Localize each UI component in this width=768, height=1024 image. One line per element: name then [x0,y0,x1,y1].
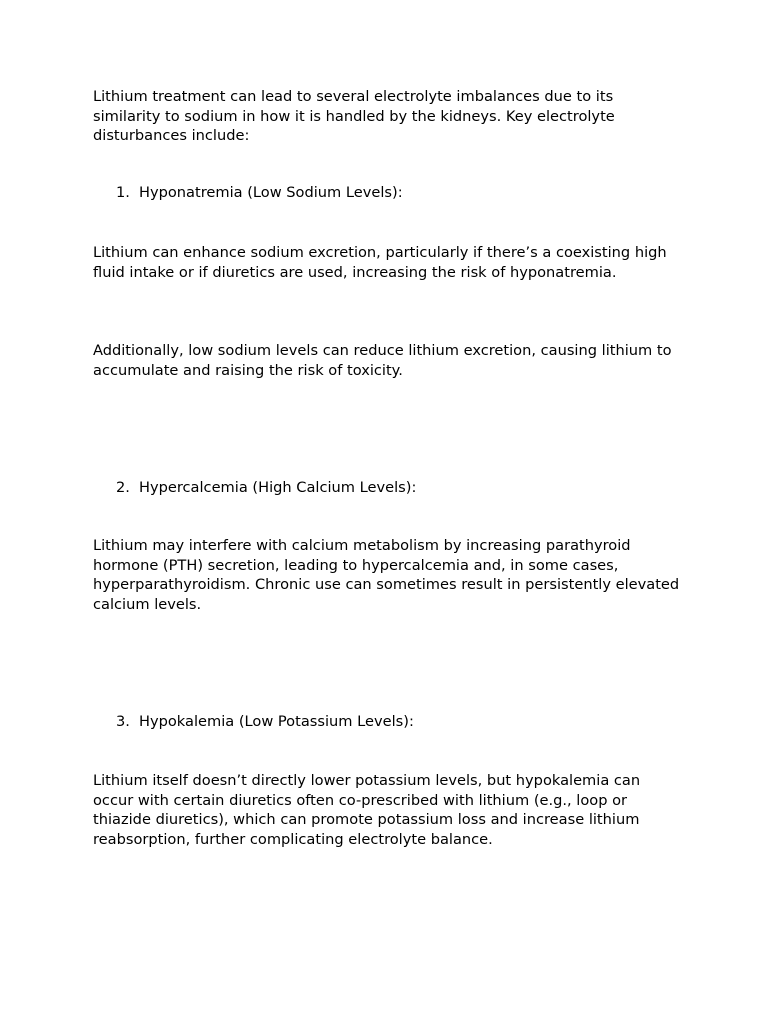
section-heading-hyponatremia [116,183,676,203]
hyponatremia-paragraph-2: Additionally, low sodium levels can reduce lithium excretion, causing lithium to accumulate and raising the risk of toxicity. [93,342,672,379]
list-number: 3. [116,713,130,730]
list-number: 1. [116,184,130,201]
hypercalcemia-paragraph: Lithium may interfere with calcium metabolism by increasing parathyroid hormone (PTH) secretion, leading to hypercalcemia and, in some cases, hyperparathyroidism. Chronic use can sometimes result in persistently elevated calcium levels. [93,537,680,613]
section-title: Hyponatremia (Low Sodium Levels): [139,184,403,201]
section-heading-hypokalemia [116,712,676,732]
intro-paragraph: Lithium treatment can lead to several electrolyte imbalances due to its similarity to sodium in how it is handled by the kidneys. Key electrolyte disturbances include: [93,88,615,144]
section-title: Hypokalemia (Low Potassium Levels): [139,713,414,730]
section-title: Hypercalcemia (High Calcium Levels): [139,479,417,496]
hypokalemia-paragraph: Lithium itself doesn’t directly lower potassium levels, but hypokalemia can occur with certain diuretics often co-prescribed with lithium (e.g., loop or thiazide diuretics), which can promote potassium loss and increase lithium reabsorption, further complicating electrolyte balance. [93,772,641,848]
section-heading-hypercalcemia [116,478,676,498]
hyponatremia-paragraph-1: Lithium can enhance sodium excretion, particularly if there’s a coexisting high fluid intake or if diuretics are used, increasing the risk of hyponatremia. [93,244,667,281]
list-number: 2. [116,479,130,496]
